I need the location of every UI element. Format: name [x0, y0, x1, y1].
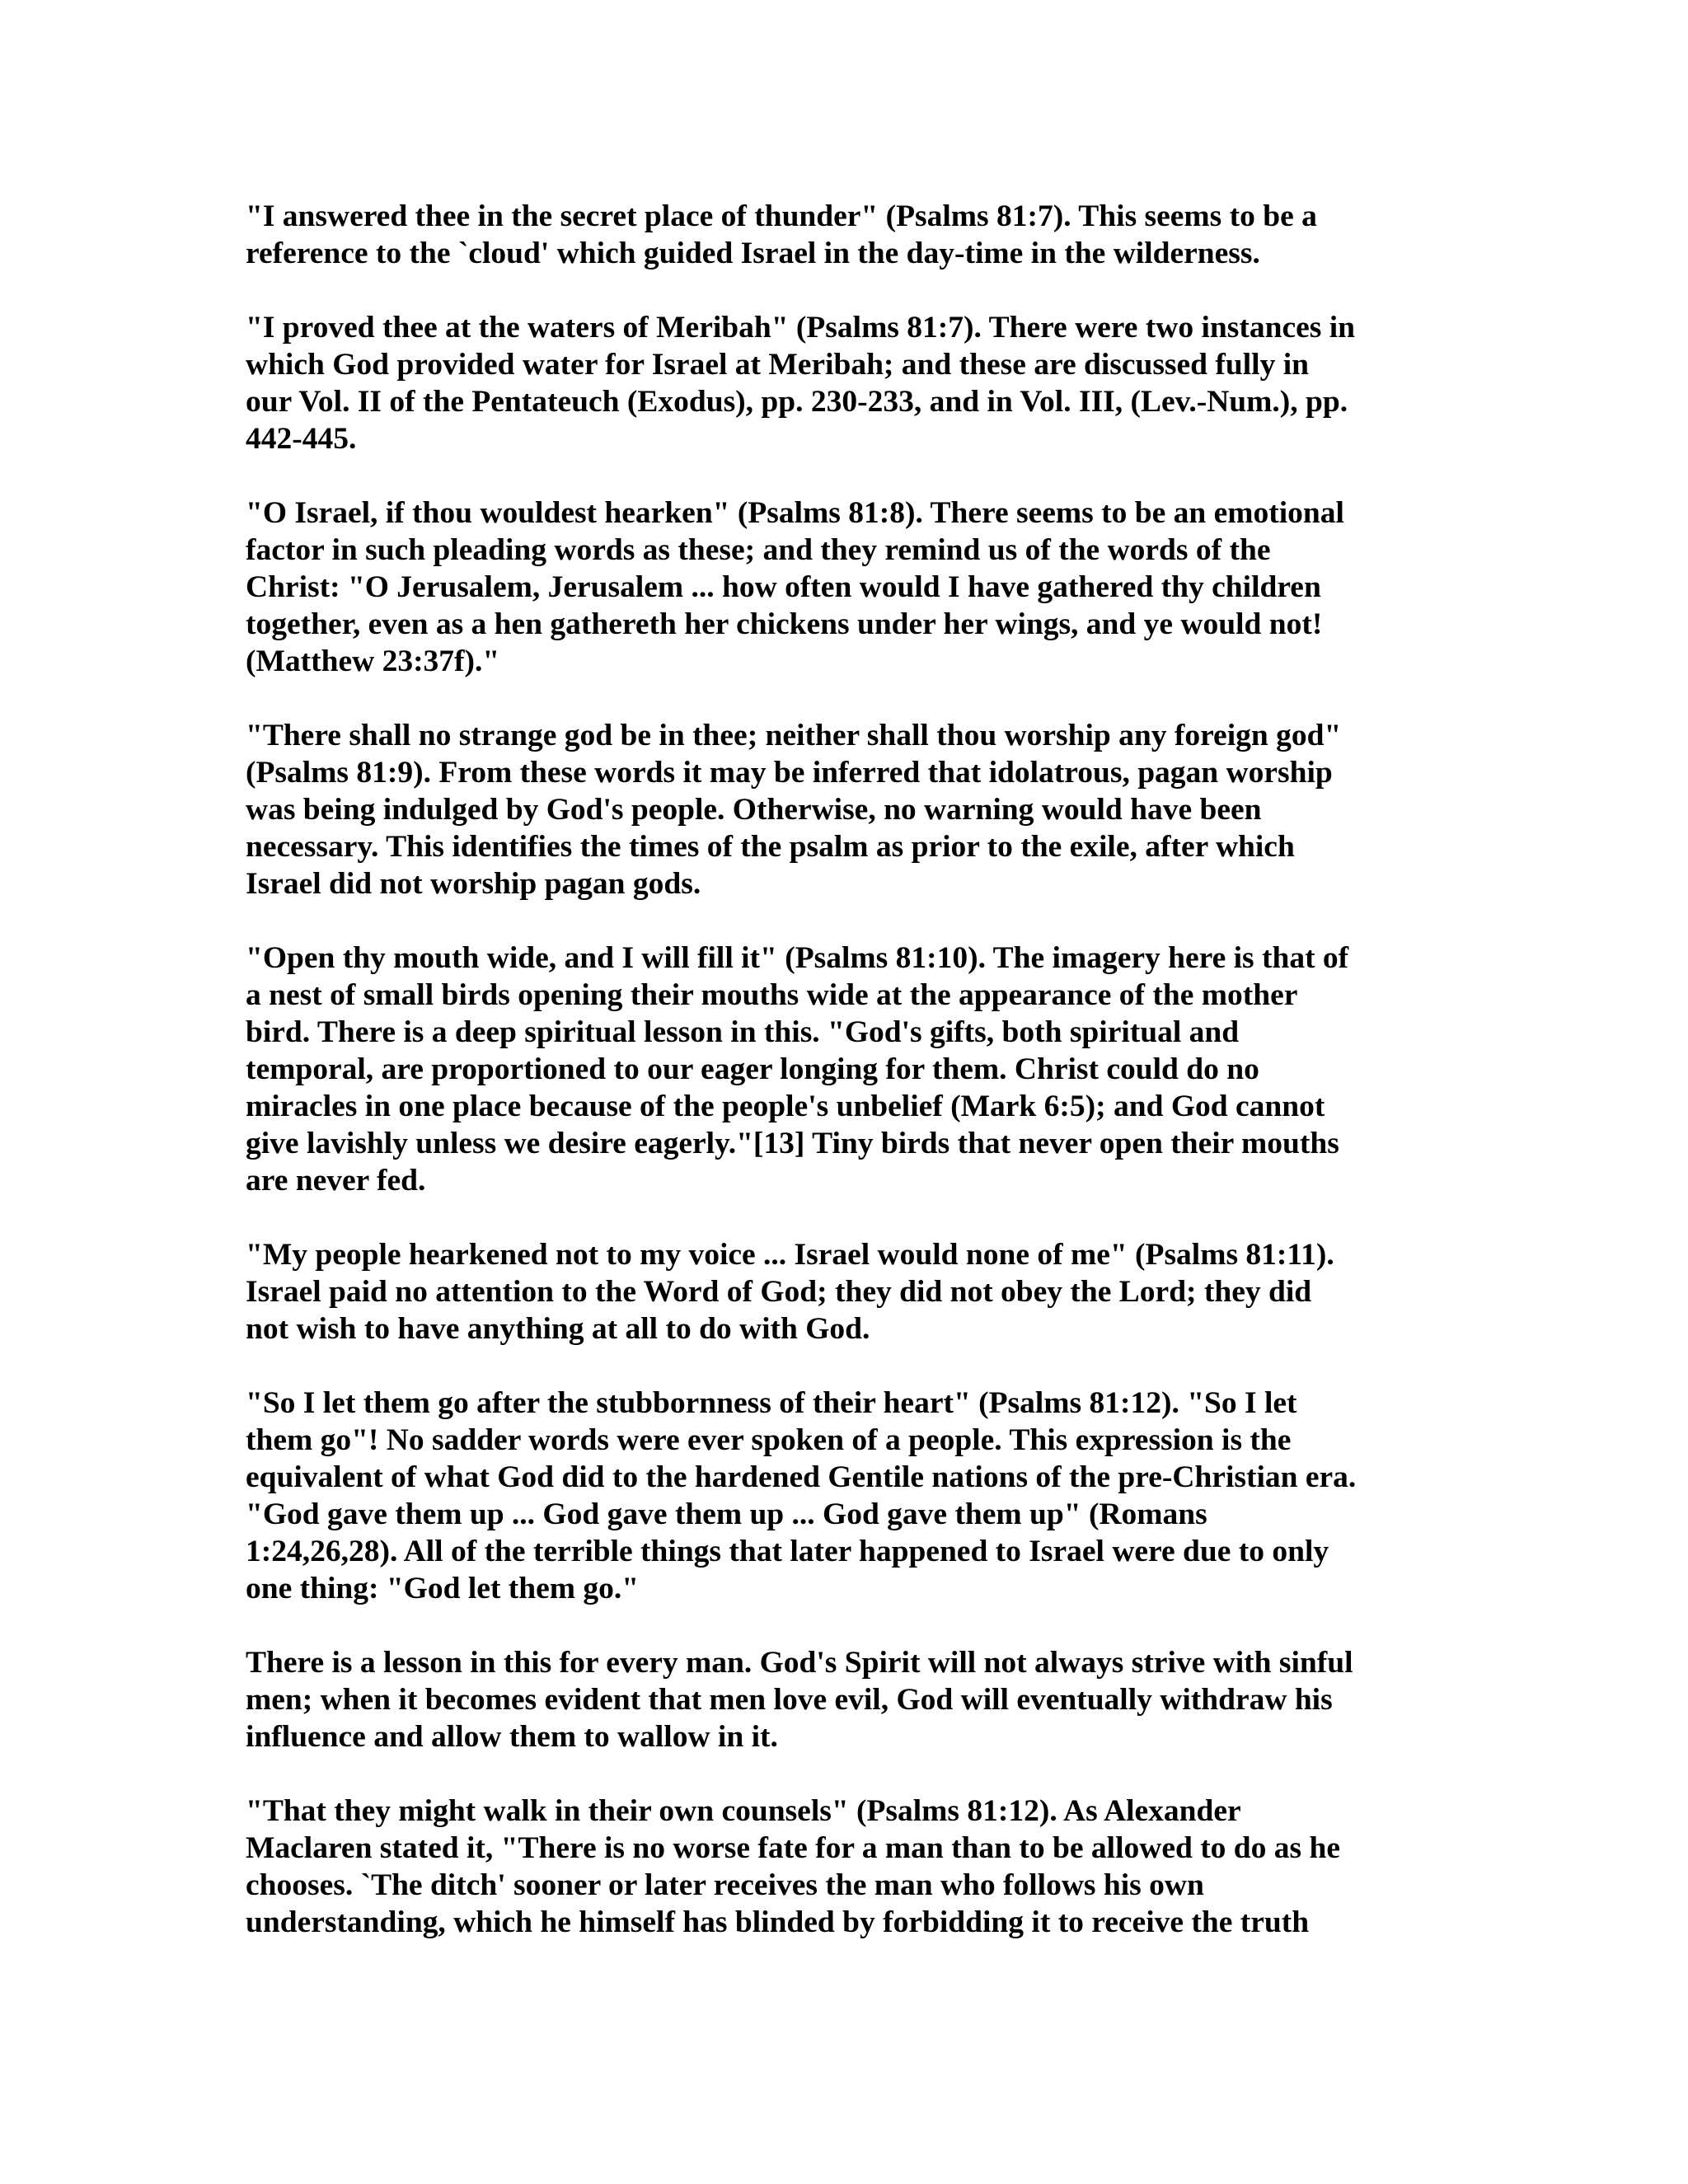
text-line: "I proved thee at the waters of Meribah" (Psalms 81:7). There were two instances in	[246, 311, 1355, 344]
text-line: There is a lesson in this for every man. God's Spirit will not always strive with sinful	[246, 1646, 1353, 1680]
text-line: "My people hearkened not to my voice ... Israel would none of me" (Psalms 81:11).	[246, 1238, 1334, 1272]
text-line: "So I let them go after the stubbornness of their heart" (Psalms 81:12). "So I let	[246, 1386, 1297, 1420]
text-line: "God gave them up ... God gave them up ... God gave them up" (Romans	[246, 1497, 1207, 1531]
text-line: give lavishly unless we desire eagerly."[13] Tiny birds that never open their mouths	[246, 1127, 1339, 1160]
text-line: necessary. This identifies the times of the psalm as prior to the exile, after which	[246, 830, 1295, 864]
text-line: not wish to have anything at all to do with God.	[246, 1312, 870, 1346]
text-line: 442-445.	[246, 422, 357, 456]
text-line: them go"! No sadder words were ever spoken of a people. This expression is the	[246, 1423, 1292, 1457]
paragraph	[246, 494, 1441, 680]
text-line: factor in such pleading words as these; and they remind us of the words of the	[246, 533, 1271, 567]
paragraph	[246, 198, 1441, 272]
text-line: Christ: "O Jerusalem, Jerusalem ... how often would I have gathered thy children	[246, 570, 1321, 604]
text-line: understanding, which he himself has blinded by forbidding it to receive the truth	[246, 1905, 1310, 1939]
text-line: one thing: "God let them go."	[246, 1572, 640, 1605]
text-line: (Psalms 81:9). From these words it may be inferred that idolatrous, pagan worship	[246, 756, 1333, 790]
text-line: influence and allow them to wallow in it.	[246, 1720, 778, 1754]
text-line: "O Israel, if thou wouldest hearken" (Psalms 81:8). There seems to be an emotional	[246, 496, 1344, 530]
text-line: chooses. `The ditch' sooner or later receives the man who follows his own	[246, 1868, 1204, 1902]
text-line: miracles in one place because of the people's unbelief (Mark 6:5); and God cannot	[246, 1090, 1325, 1123]
text-line: are never fed.	[246, 1164, 426, 1197]
text-line: which God provided water for Israel at Meribah; and these are discussed fully in	[246, 348, 1309, 382]
text-line: 1:24,26,28). All of the terrible things that later happened to Israel were due to only	[246, 1535, 1329, 1568]
text-line: temporal, are proportioned to our eager longing for them. Christ could do no	[246, 1052, 1259, 1086]
text-line: a nest of small birds opening their mouths wide at the appearance of the mother	[246, 978, 1298, 1012]
paragraph	[246, 1793, 1441, 1941]
paragraph	[246, 1385, 1441, 1607]
text-line: together, even as a hen gathereth her chickens under her wings, and ye would not!	[246, 607, 1323, 641]
text-line: bird. There is a deep spiritual lesson in this. "God's gifts, both spiritual and	[246, 1015, 1240, 1049]
paragraph	[246, 1236, 1441, 1347]
text-line: equivalent of what God did to the hardened Gentile nations of the pre-Christian era.	[246, 1460, 1357, 1494]
text-line: "I answered thee in the secret place of thunder" (Psalms 81:7). This seems to be a	[246, 199, 1317, 233]
text-line: our Vol. II of the Pentateuch (Exodus), pp. 230-233, and in Vol. III, (Lev.-Num.), pp.	[246, 385, 1348, 419]
text-line: "There shall no strange god be in thee; neither shall thou worship any foreign god"	[246, 719, 1342, 752]
paragraph	[246, 717, 1441, 902]
paragraph	[246, 940, 1441, 1199]
paragraph	[246, 1644, 1441, 1755]
text-line: Israel paid no attention to the Word of God; they did not obey the Lord; they did	[246, 1275, 1312, 1309]
text-line: was being indulged by God's people. Otherwise, no warning would have been	[246, 793, 1262, 827]
text-line: reference to the `cloud' which guided Israel in the day-time in the wilderness.	[246, 237, 1260, 270]
text-line: men; when it becomes evident that men love evil, God will eventually withdraw his	[246, 1683, 1333, 1717]
text-line: (Matthew 23:37f)."	[246, 644, 500, 678]
paragraph	[246, 309, 1441, 457]
text-line: "That they might walk in their own counsels" (Psalms 81:12). As Alexander	[246, 1794, 1241, 1828]
text-line: Israel did not worship pagan gods.	[246, 867, 701, 901]
document-body	[246, 198, 1441, 1978]
text-line: Maclaren stated it, "There is no worse fate for a man than to be allowed to do as he	[246, 1831, 1341, 1865]
text-line: "Open thy mouth wide, and I will fill it" (Psalms 81:10). The imagery here is that of	[246, 941, 1349, 975]
